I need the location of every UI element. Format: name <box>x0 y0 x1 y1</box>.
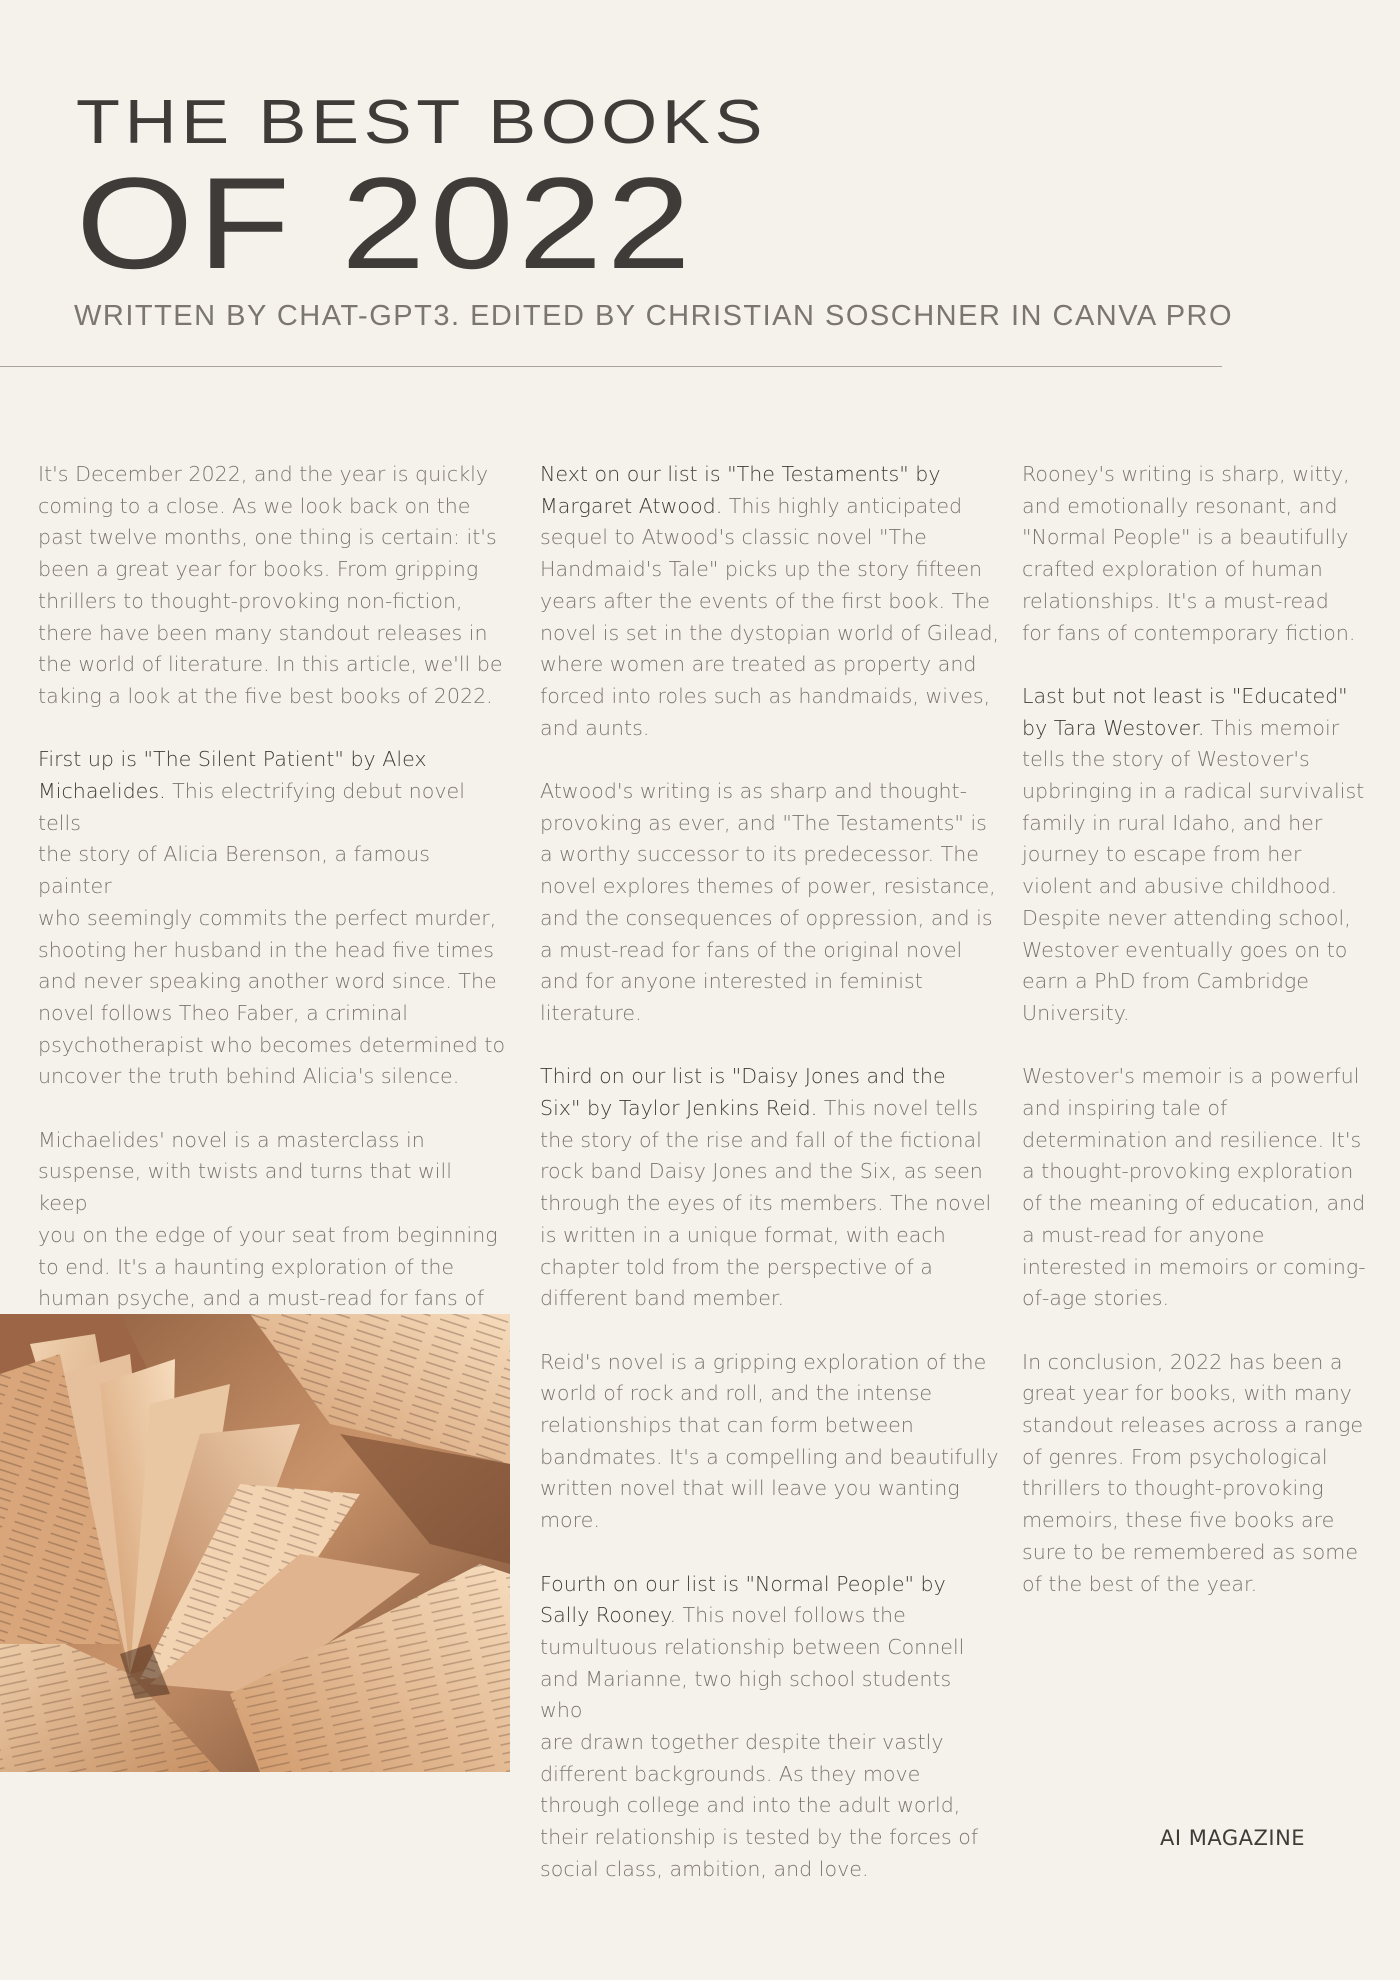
silent-patient-body: This electrifying debut novel tells the story of Alicia Berenson, a famous painter who seemingly commits the perfect murder, shooting her husband in the head five times and never speaking another word since. The novel follows Theo Faber, a criminal psychotherapist who becomes determined to uncover the truth behind Alicia's silence. <box>38 779 506 1089</box>
daisy-jones-lead: Third on our list is "Daisy Jones and the Six" by Taylor Jenkins Reid. <box>540 1064 946 1121</box>
conclusion-paragraph: In conclusion, 2022 has been a great year for books, with many standout releases across a range of genres. From psychological thrillers to thought-provoking memoirs, these five books are sure to be remembered as some of the best of the year. <box>1022 1349 1364 1596</box>
title-line-1: THE BEST BOOKS <box>76 88 768 157</box>
header-divider <box>0 366 1222 367</box>
normal-people-body: . This novel follows the tumultuous relationship between Connell and Marianne, two high school students who are drawn together despite their vastly different backgrounds. As they move through college and into the adult world, their relationship is tested by the forces of social class, ambition, and love. <box>540 1603 979 1881</box>
educated-lead: Last but not least is "Educated" by Tara Westover. <box>1022 683 1348 740</box>
reid-paragraph: Reid's novel is a gripping exploration of the world of rock and roll, and the intense relationships that can form between bandmates. It's a compelling and beautifully written novel that will leave you wanting more. <box>540 1349 999 1533</box>
silent-patient-lead: First up is "The Silent Patient" by Alex Michaelides. <box>38 747 427 804</box>
silent-patient-paragraph <box>38 744 508 1093</box>
westover-paragraph: Westover's memoir is a powerful and inspiring tale of determination and resilience. It's a thought-provoking exploration of the meaning of education, and a must-read for anyone interested in memoirs or coming- of-age stories. <box>1022 1064 1366 1311</box>
article-column-middle <box>540 459 1000 1917</box>
rooney-paragraph: Rooney's writing is sharp, witty, and emotionally resonant, and "Normal People" is a beautifully crafted exploration of human relationships. It's a must-read for fans of contemporary fiction. <box>1022 462 1356 645</box>
educated-body: This memoir tells the story of Westover's upbringing in a radical survivalist family in rural Idaho, and her journey to escape from her violent and abusive childhood. Despite never attending school, Westover eventually goes on to earn a PhD from Cambridge University. <box>1022 715 1365 1025</box>
intro-paragraph: It's December 2022, and the year is quickly coming to a close. As we look back on the past twelve months, one thing is certain: it's been a great year for books. From gripping thrillers to thought-provoking non-fiction, there have been many standout releases in the world of literature. In this article, we'll be taking a look at the five best books of 2022. <box>38 462 503 708</box>
open-books-photo <box>0 1314 510 1772</box>
article-column-left <box>38 459 508 1378</box>
daisy-jones-body: This novel tells the story of the rise and fall of the fictional rock band Daisy Jones and the Six, as seen through the eyes of its members. The novel is written in a unique format, with each chapter told from the perspective of a different band member. <box>540 1096 992 1311</box>
educated-paragraph <box>1022 681 1372 1030</box>
article-column-right <box>1022 459 1372 1632</box>
daisy-jones-paragraph <box>540 1061 1000 1315</box>
testaments-body: This highly anticipated sequel to Atwood's classic novel "The Handmaid's Tale" picks up the story fifteen years after the events of the first book. The novel is set in the dystopian world of Gilead, where women are treated as property and forced into roles such as handmaids, wives, and aunts. <box>540 493 1000 740</box>
testaments-lead: Next on our list is "The Testaments" by Margaret Atwood. <box>540 462 941 518</box>
atwood-paragraph: Atwood's writing is as sharp and thought- provoking as ever, and "The Testaments" is a worthy successor to its predecessor. The novel explores themes of power, resistance, and the consequences of oppression, and is a must-read for fans of the original novel and for anyone interested in feminist literature. <box>540 779 996 1025</box>
michaelides-paragraph: Michaelides' novel is a masterclass in suspense, with twists and turns that will keep you on the edge of your seat from beginning to end. It's a haunting exploration of the human psyche, and a must-read for fans of <box>38 1127 498 1311</box>
magazine-footer-label: AI MAGAZINE <box>1160 1826 1306 1850</box>
byline: WRITTEN BY CHAT-GPT3. EDITED BY CHRISTIAN SOSCHNER IN CANVA PRO <box>74 300 1234 332</box>
normal-people-lead: Fourth on our list is "Normal People" by Sally Rooney <box>540 1571 946 1628</box>
normal-people-paragraph <box>540 1569 1000 1886</box>
title-line-2: OF 2022 <box>76 150 696 296</box>
testaments-paragraph <box>540 459 1000 744</box>
